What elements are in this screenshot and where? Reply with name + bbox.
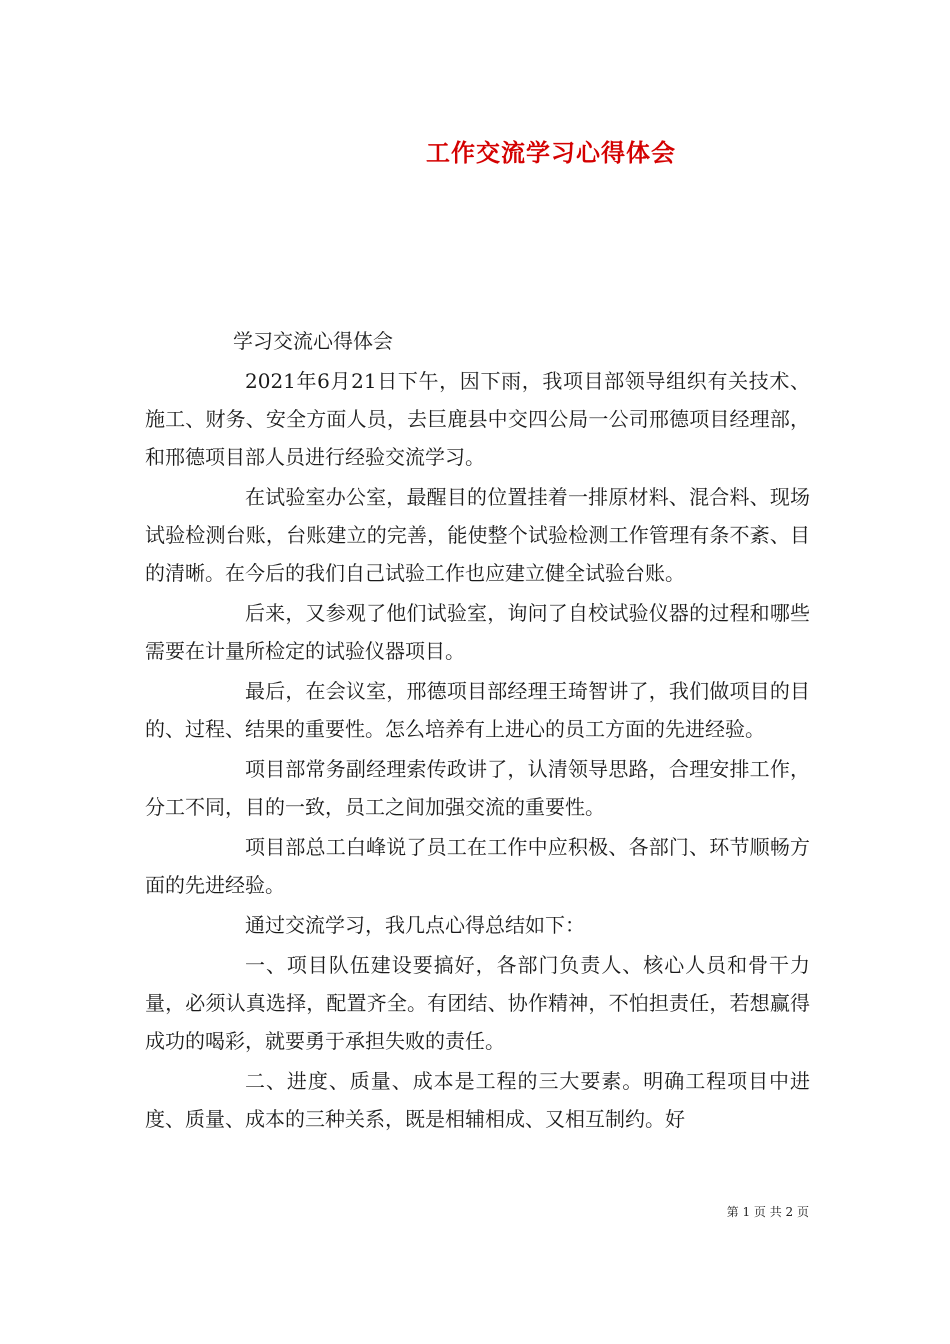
paragraph: 项目部总工白峰说了员工在工作中应积极、各部门、环节顺畅方面的先进经验。: [145, 835, 810, 897]
paragraph: 后来，又参观了他们试验室，询问了自校试验仪器的过程和哪些需要在计量所检定的试验仪器项目。: [145, 601, 810, 663]
paragraph: 二、进度、质量、成本是工程的三大要素。明确工程项目中进度、质量、成本的三种关系，既是相辅相成、又相互制约。好: [145, 1069, 810, 1131]
document-title: 工作交流学习心得体会: [426, 138, 676, 167]
document-body: [145, 322, 810, 1138]
paragraph: 最后，在会议室，邢德项目部经理王琦智讲了，我们做项目的目的、过程、结果的重要性。怎么培养有上进心的员工方面的先进经验。: [145, 679, 810, 741]
document-subtitle: 学习交流心得体会: [233, 329, 393, 353]
paragraph: 通过交流学习，我几点心得总结如下：: [245, 913, 585, 937]
paragraph: 在试验室办公室，最醒目的位置挂着一排原材料、混合料、现场试验检测台账，台账建立的完善，能使整个试验检测工作管理有条不紊、目的清晰。在今后的我们自己试验工作也应建立健全试验台账。: [145, 485, 810, 585]
paragraph: 项目部常务副经理索传政讲了，认清领导思路，合理安排工作，分工不同，目的一致，员工之间加强交流的重要性。: [145, 757, 810, 819]
paragraph: 一、项目队伍建设要搞好，各部门负责人、核心人员和骨干力量，必须认真选择，配置齐全。有团结、协作精神，不怕担责任，若想赢得成功的喝彩，就要勇于承担失败的责任。: [145, 953, 810, 1053]
page-footer: 第 1 页 共 2 页: [726, 1205, 809, 1219]
paragraph: 2021年6月21日下午，因下雨，我项目部领导组织有关技术、施工、财务、安全方面人员，去巨鹿县中交四公局一公司邢德项目经理部，和邢德项目部人员进行经验交流学习。: [145, 369, 810, 469]
